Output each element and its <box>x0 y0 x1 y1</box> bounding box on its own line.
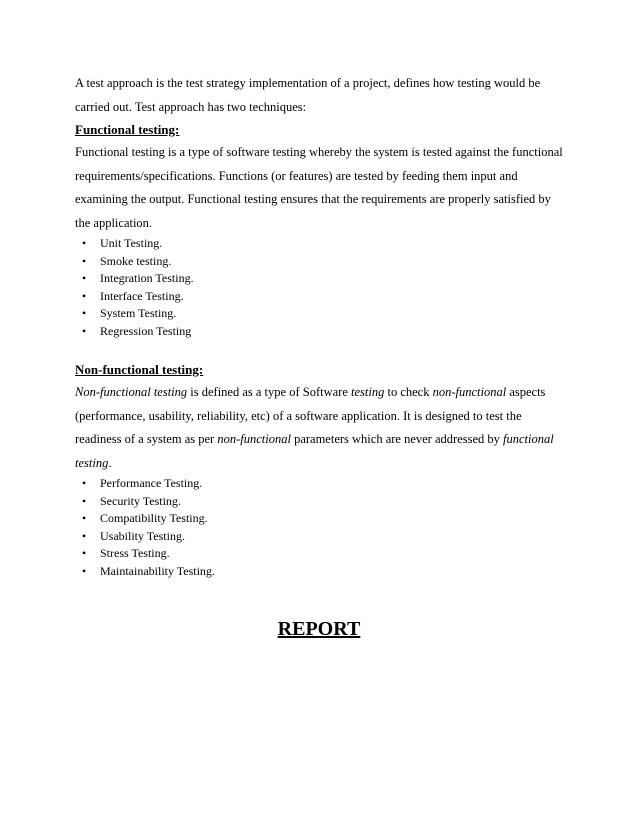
bullet-icon: • <box>82 546 87 560</box>
list-item-label: Performance Testing. <box>100 476 203 490</box>
emphasis-term: functional testing <box>75 432 554 470</box>
report-title: REPORT <box>277 618 361 640</box>
list-item <box>82 528 565 546</box>
emphasis-term: Non-functional testing <box>75 385 188 399</box>
list-item-label: Security Testing. <box>100 493 181 508</box>
bullet-icon: • <box>82 511 87 525</box>
text-run: to check <box>384 385 433 399</box>
emphasis-term: testing <box>351 385 385 399</box>
list-item-label: Compatibility Testing. <box>100 511 208 525</box>
list-item-label: Unit Testing. <box>100 236 163 250</box>
list-item-label: Interface Testing. <box>100 288 184 303</box>
emphasis-term: non-functional <box>217 432 291 446</box>
list-item-label: Maintainability Testing. <box>100 563 215 578</box>
functional-testing-description: Functional testing is a type of software testing whereby the system is tested against the functional requirements/specifications. Functions (or features) are tested by feeding them input and examining the output. Functional testing ensures that the requirements are properly satisfied by the application. <box>75 145 563 230</box>
emphasis-term: non-functional <box>432 385 507 399</box>
list-item <box>82 510 565 528</box>
bullet-icon: • <box>82 528 87 543</box>
list-item <box>82 493 565 511</box>
bullet-icon: • <box>82 271 87 285</box>
list-item <box>82 235 565 253</box>
list-item <box>82 563 565 581</box>
bullet-icon: • <box>82 288 87 303</box>
list-item <box>82 270 565 288</box>
list-item-label: Usability Testing. <box>100 528 185 543</box>
intro-paragraph: A test approach is the test strategy implementation of a project, defines how testing would be carried out. Test approach has two techniques: <box>75 76 541 114</box>
non-functional-testing-description <box>75 381 565 475</box>
bullet-icon: • <box>82 476 87 490</box>
functional-testing-list <box>75 235 565 340</box>
list-item-label: System Testing. <box>100 306 177 320</box>
bullet-icon: • <box>82 236 87 250</box>
text-run: parameters which are never addressed by <box>290 432 503 446</box>
list-item <box>82 253 565 271</box>
list-item <box>82 545 565 563</box>
non-functional-testing-heading: Non-functional testing: <box>75 362 204 377</box>
list-item <box>82 475 565 493</box>
text-run: aspects (performance, usability, reliability, etc) of a software application. It is designed to test the readiness of a system as per <box>75 385 546 446</box>
bullet-icon: • <box>82 323 87 338</box>
list-item-label: Regression Testing <box>100 323 192 338</box>
text-run: . <box>108 455 112 470</box>
bullet-icon: • <box>82 253 87 268</box>
bullet-icon: • <box>82 306 87 320</box>
section-spacer <box>75 340 565 359</box>
text-run: is defined as a type of Software <box>187 385 351 399</box>
document-content <box>75 72 565 580</box>
list-item <box>82 288 565 306</box>
non-functional-testing-list <box>75 475 565 580</box>
bullet-icon: • <box>82 493 87 508</box>
functional-testing-heading: Functional testing: <box>75 122 180 137</box>
list-item <box>82 305 565 323</box>
list-item-label: Integration Testing. <box>100 271 194 285</box>
list-item <box>82 323 565 341</box>
list-item-label: Stress Testing. <box>100 546 170 560</box>
bullet-icon: • <box>82 563 87 578</box>
list-item-label: Smoke testing. <box>100 253 172 268</box>
